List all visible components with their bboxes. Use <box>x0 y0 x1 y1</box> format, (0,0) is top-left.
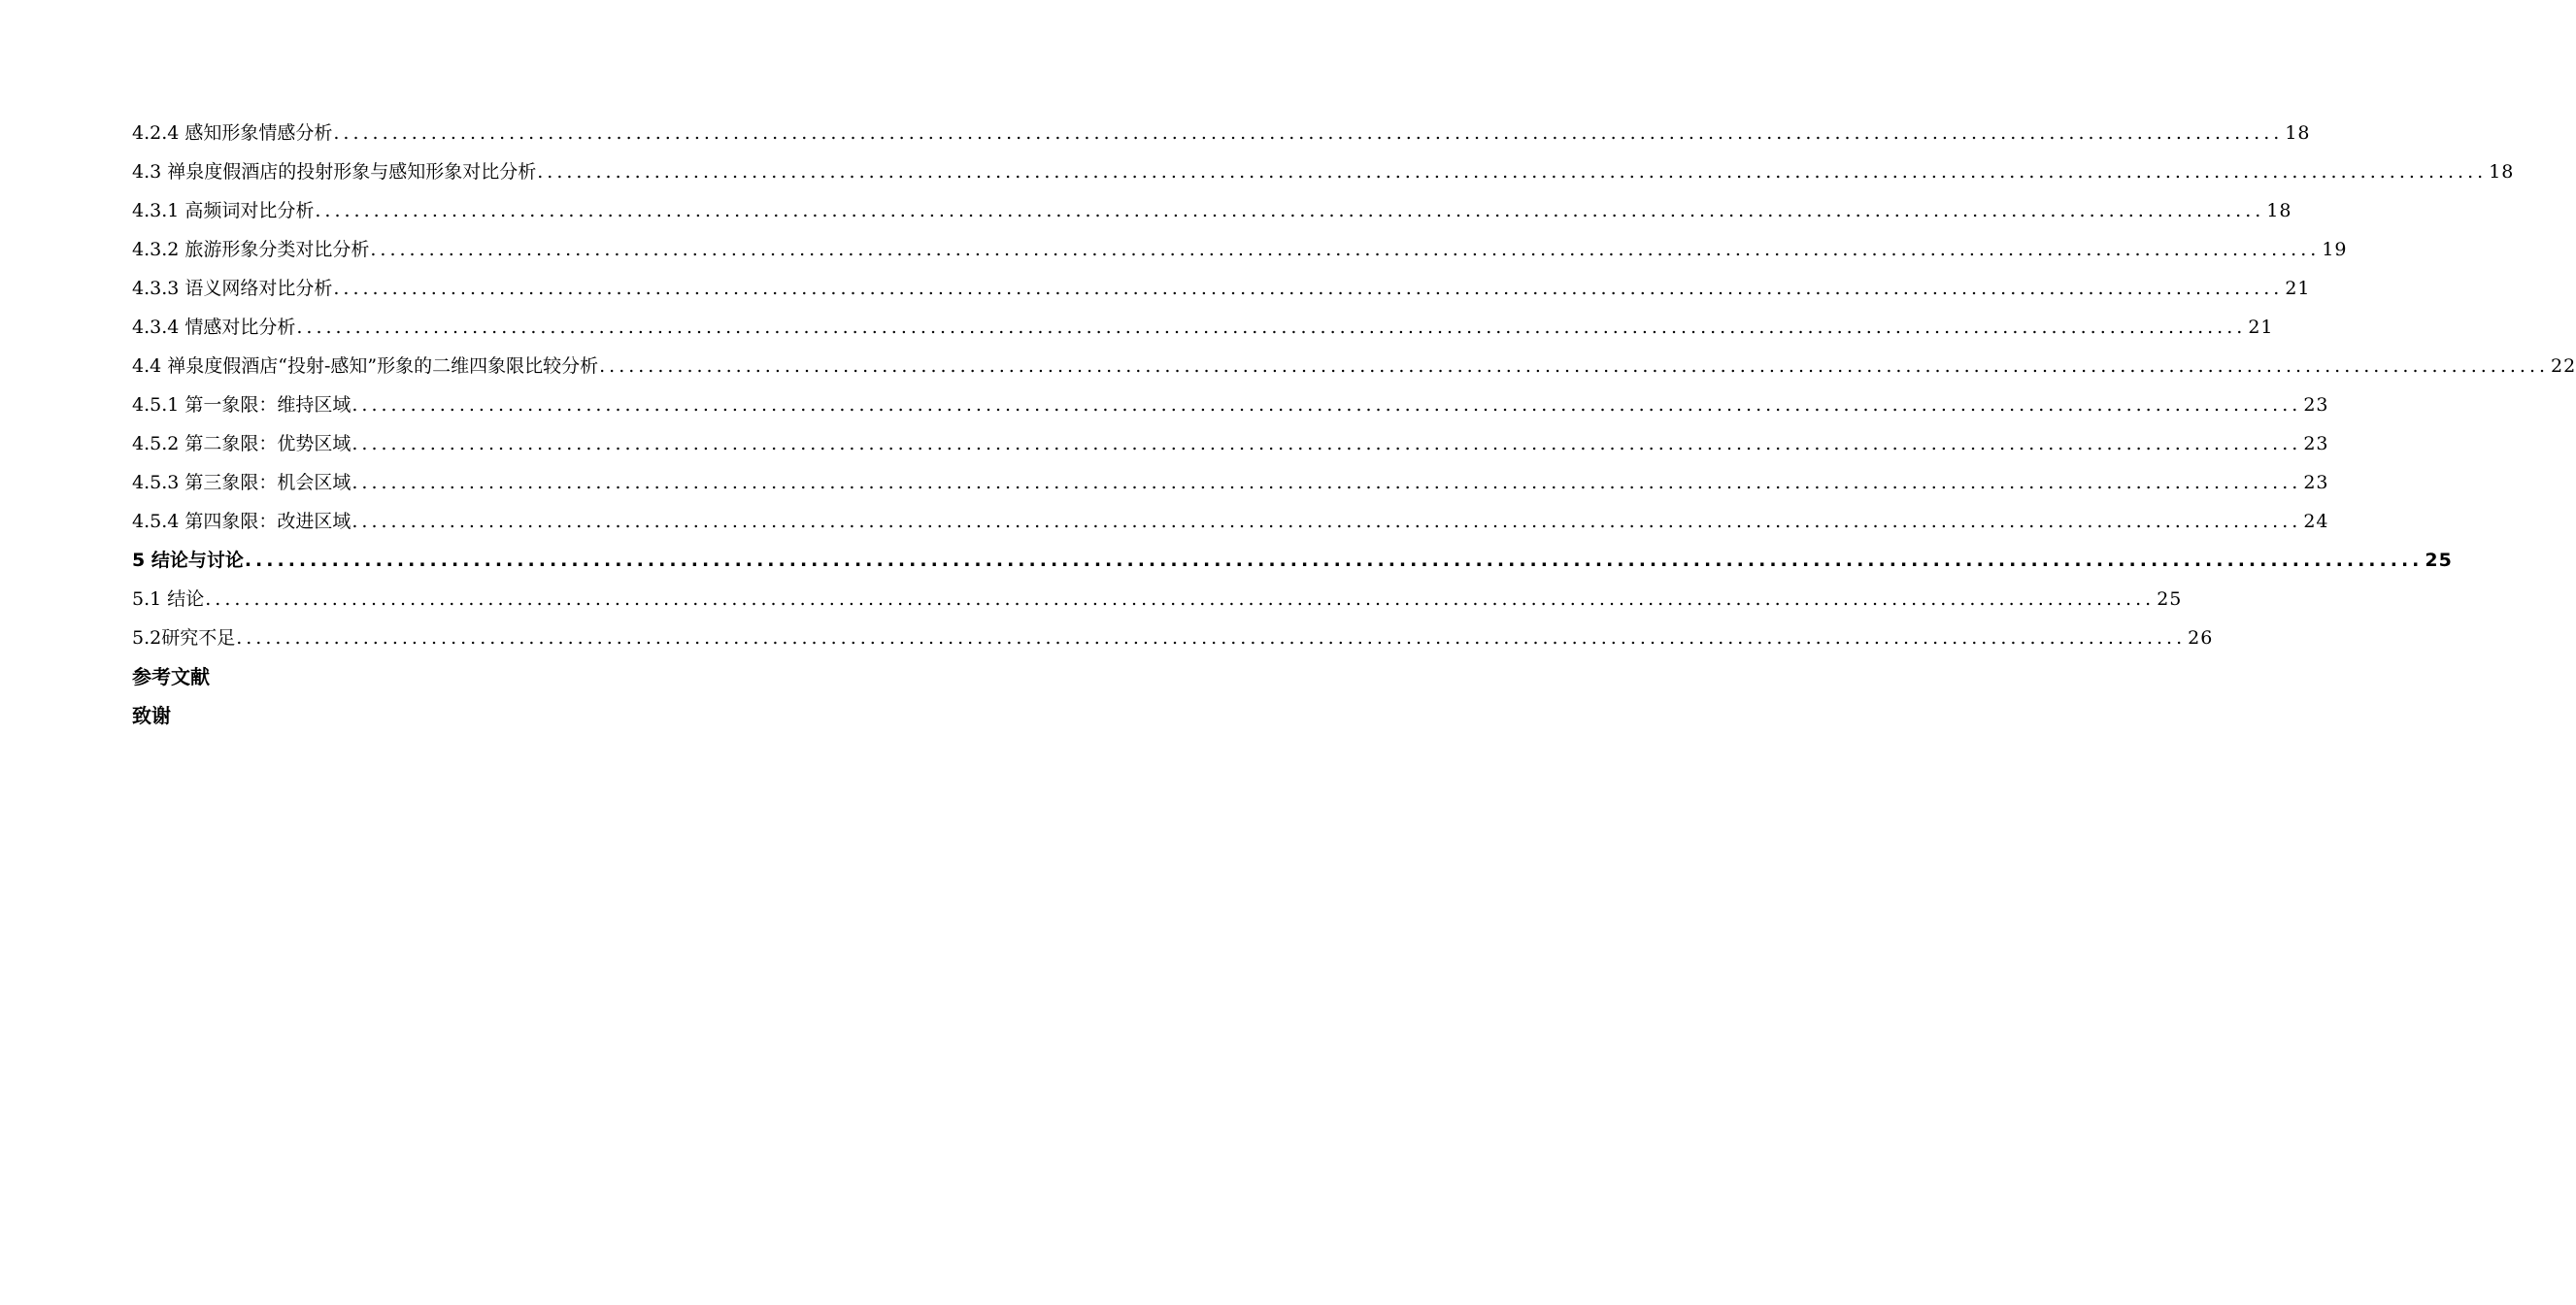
toc-leader-dots: ........................................................................................................................................................................................................ <box>333 278 2284 299</box>
toc-entry-title: 4.5.2 第二象限：优势区域 <box>132 433 351 454</box>
toc-leader-dots: ........................................................................................................................................................................................................ <box>599 355 2550 377</box>
toc-leader-dots: ........................................................................................................................................................................................................ <box>205 588 2156 610</box>
toc-leader-dots: ........................................................................................................................................................................................................ <box>296 317 2247 338</box>
toc-entry[interactable] <box>132 308 2274 347</box>
toc-entry-page: 18 <box>2266 200 2292 221</box>
toc-entry-page: 24 <box>2303 511 2329 532</box>
toc-leader-dots: ........................................................................................................................................................................................................ <box>370 239 2321 260</box>
toc-entry-title: 4.3.4 情感对比分析 <box>132 317 296 338</box>
toc-entry-page: 23 <box>2303 472 2329 493</box>
toc-entry-page: 18 <box>2489 161 2515 183</box>
toc-leader-dots: ........................................................................................................................................................................................................ <box>351 394 2302 416</box>
toc-entry[interactable] <box>132 502 2329 541</box>
toc-entry-page: 25 <box>2157 588 2183 610</box>
toc-entry-page: 18 <box>2285 122 2311 144</box>
toc-entry[interactable] <box>132 230 2348 269</box>
toc-entry-page: 23 <box>2303 433 2329 454</box>
toc-entry[interactable] <box>132 580 2183 619</box>
toc-entry[interactable] <box>132 385 2329 424</box>
toc-entry-title: 4.4 禅泉度假酒店“投射-感知”形象的二维四象限比较分析 <box>132 355 599 377</box>
toc-references[interactable]: 参考文献 <box>132 665 210 688</box>
toc-entry[interactable] <box>132 191 2292 230</box>
toc-entry-title: 5.1 结论 <box>132 588 205 610</box>
toc-entry-title: 4.5.4 第四象限：改进区域 <box>132 511 351 532</box>
toc-entry-page: 21 <box>2285 278 2311 299</box>
toc-entry-title: 5 结论与讨论 <box>132 550 244 571</box>
toc-entry-page: 23 <box>2303 394 2329 416</box>
toc-entry-page: 26 <box>2188 627 2214 649</box>
toc-entry-title: 5.2研究不足 <box>132 627 236 649</box>
toc-entry-page: 25 <box>2425 550 2453 571</box>
toc-leader-dots: ........................................................................................................................................................................................................ <box>351 472 2302 493</box>
toc-entry[interactable] <box>132 424 2329 463</box>
toc-entry-title: 4.3.1 高频词对比分析 <box>132 200 315 221</box>
toc-entry[interactable] <box>132 619 2214 657</box>
toc-entry[interactable] <box>132 114 2311 152</box>
toc-entry-title: 4.3.3 语义网络对比分析 <box>132 278 333 299</box>
toc-entry[interactable] <box>132 152 2515 191</box>
toc-entry-title: 4.3.2 旅游形象分类对比分析 <box>132 239 370 260</box>
toc-entry-title: 4.2.4 感知形象情感分析 <box>132 122 333 144</box>
toc-entry[interactable] <box>132 347 2576 385</box>
toc-entry-page: 21 <box>2248 317 2274 338</box>
toc-leader-dots: ........................................................................................................................................................................................................ <box>351 511 2302 532</box>
toc-entry-page: 19 <box>2322 239 2348 260</box>
toc-entry-page: 22 <box>2551 355 2576 377</box>
toc-entry[interactable] <box>132 269 2311 308</box>
toc-chapter-entry[interactable] <box>132 541 2453 580</box>
toc-entry-title: 4.3 禅泉度假酒店的投射形象与感知形象对比分析 <box>132 161 537 183</box>
table-of-contents <box>132 114 2576 735</box>
toc-entry[interactable] <box>132 463 2329 502</box>
toc-leader-dots: ........................................................................................................................................................................................................ <box>315 200 2265 221</box>
toc-leader-dots: ........................................................................................................................................................................................................ <box>537 161 2488 183</box>
toc-leader-dots: ........................................................................................................................................................................................................ <box>244 550 2424 571</box>
toc-leader-dots: ........................................................................................................................................................................................................ <box>236 627 2187 649</box>
toc-entry-title: 4.5.3 第三象限：机会区域 <box>132 472 351 493</box>
toc-acknowledgements[interactable]: 致谢 <box>132 704 171 727</box>
toc-leader-dots: ........................................................................................................................................................................................................ <box>351 433 2302 454</box>
toc-leader-dots: ........................................................................................................................................................................................................ <box>333 122 2284 144</box>
toc-entry-title: 4.5.1 第一象限：维持区域 <box>132 394 351 416</box>
